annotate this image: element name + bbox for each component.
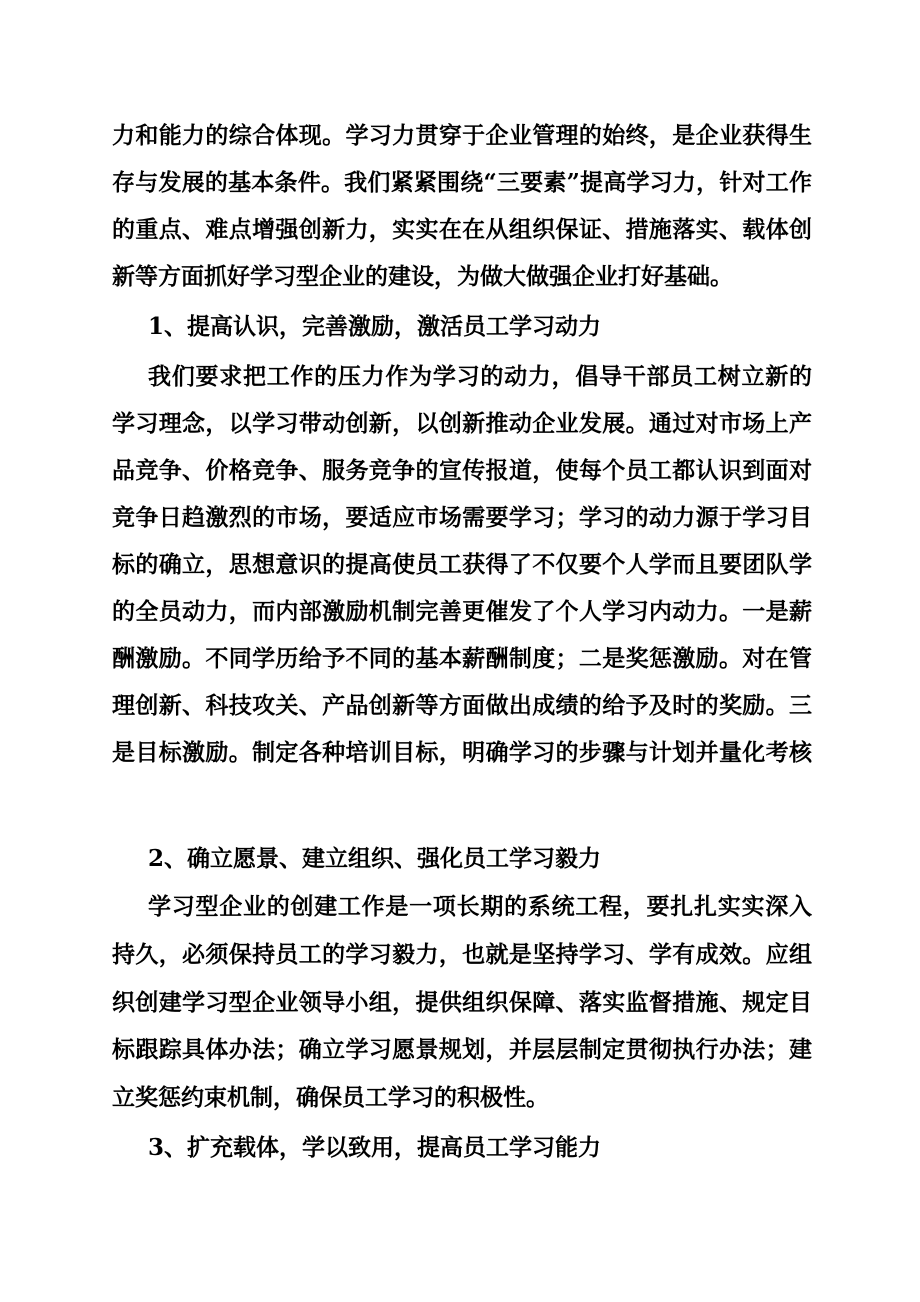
intro-line-3: 的重点、难点增强创新力，实实在在从组织保证、措施落实、载体创 — [112, 216, 812, 243]
section-2-line-5: 立奖惩约束机制，确保员工学习的积极性。 — [112, 1084, 549, 1111]
section-1-line-5: 标的确立，思想意识的提高使员工获得了不仅要个人学而且要团队学 — [112, 551, 812, 578]
section-1-line-4: 竞争日趋激烈的市场，要适应市场需要学习；学习的动力源于学习目 — [112, 504, 812, 531]
section-1-heading: 1、提高认识，完善激励，激活员工学习动力 — [148, 313, 602, 340]
section-1-line-3: 品竞争、价格竞争、服务竞争的宣传报道，使每个员工都认识到面对 — [112, 457, 812, 484]
section-3-heading: 3、扩充载体，学以致用，提高员工学习能力 — [148, 1134, 602, 1161]
section-1-line-1: 我们要求把工作的压力作为学习的动力，倡导干部员工树立新的 — [148, 363, 812, 390]
section-2-line-1: 学习型企业的创建工作是一项长期的系统工程，要扎扎实实深入 — [148, 893, 812, 920]
section-2-line-4: 标跟踪具体办法；确立学习愿景规划，并层层制定贯彻执行办法；建 — [112, 1036, 812, 1063]
section-2-line-2: 持久，必须保持员工的学习毅力，也就是坚持学习、学有成效。应组 — [112, 941, 812, 968]
section-2-line-3: 织创建学习型企业领导小组，提供组织保障、落实监督措施、规定目 — [112, 989, 812, 1016]
intro-line-1: 力和能力的综合体现。学习力贯穿于企业管理的始终，是企业获得生 — [112, 122, 812, 149]
intro-line-4: 新等方面抓好学习型企业的建设，为做大做强企业打好基础。 — [112, 263, 733, 290]
section-1-line-9: 是目标激励。制定各种培训目标，明确学习的步骤与计划并量化考核 — [112, 739, 812, 766]
section-1-line-2: 学习理念，以学习带动创新，以创新推动企业发展。通过对市场上产 — [112, 410, 812, 437]
section-1-line-8: 理创新、科技攻关、产品创新等方面做出成绩的给予及时的奖励。三 — [112, 692, 812, 719]
section-2-heading: 2、确立愿景、建立组织、强化员工学习毅力 — [148, 845, 602, 872]
intro-line-2: 存与发展的基本条件。我们紧紧围绕“三要素”提高学习力，针对工作 — [112, 169, 812, 196]
section-1-line-6: 的全员动力，而内部激励机制完善更催发了个人学习内动力。一是薪 — [112, 598, 812, 625]
section-1-line-7: 酬激励。不同学历给予不同的基本薪酬制度；二是奖惩激励。对在管 — [112, 645, 812, 672]
